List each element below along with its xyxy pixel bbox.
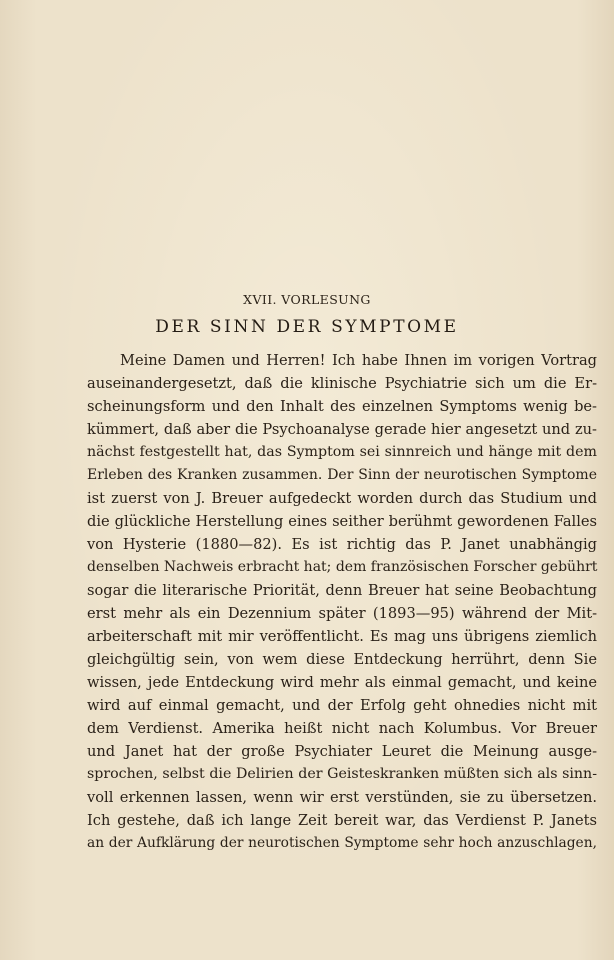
text-line: Erleben des Kranken zusammen. Der Sinn der neurotischen Symptome	[87, 467, 597, 483]
text-line: auseinandergesetzt, daß die klinische Psychiatrie sich um die Er-	[87, 375, 597, 392]
text-line: die glückliche Herstellung eines seither berühmt gewordenen Falles	[87, 513, 597, 530]
text-line: wissen, jede Entdeckung wird mehr als einmal gemacht, und keine	[87, 674, 597, 691]
chapter-number: XVII. VORLESUNG	[243, 292, 371, 307]
text-line: dem Verdienst. Amerika heißt nicht nach Kolumbus. Vor Breuer	[87, 720, 597, 737]
text-line: und Janet hat der große Psychiater Leuret die Meinung ausge-	[87, 743, 597, 760]
text-line: Meine Damen und Herren! Ich habe Ihnen im vorigen Vortrag	[120, 352, 597, 369]
text-line: scheinungsform und den Inhalt des einzelnen Symptoms wenig be-	[87, 398, 597, 415]
text-line: voll erkennen lassen, wenn wir erst verstünden, sie zu übersetzen.	[87, 789, 597, 806]
text-line: ist zuerst von J. Breuer aufgedeckt worden durch das Studium und	[87, 490, 597, 507]
body-text	[87, 349, 597, 855]
text-line: sprochen, selbst die Delirien der Geisteskranken müßten sich als sinn-	[87, 766, 597, 782]
text-line: sogar die literarische Priorität, denn Breuer hat seine Beobachtung	[87, 582, 597, 599]
text-line: erst mehr als ein Dezennium später (1893—95) während der Mit-	[87, 605, 597, 622]
chapter-title: DER SINN DER SYMPTOME	[155, 317, 459, 337]
text-line: wird auf einmal gemacht, und der Erfolg geht ohnedies nicht mit	[87, 697, 597, 714]
text-line: denselben Nachweis erbracht hat; dem französischen Forscher gebührt	[87, 559, 598, 575]
text-line: von Hysterie (1880—82). Es ist richtig das P. Janet unabhängig	[87, 536, 597, 553]
text-line: arbeiterschaft mit mir veröffentlicht. Es mag uns übrigens ziemlich	[87, 628, 597, 645]
text-line: kümmert, daß aber die Psychoanalyse gerade hier angesetzt und zu-	[87, 421, 597, 438]
text-line: nächst festgestellt hat, das Symptom sei sinnreich und hänge mit dem	[87, 444, 597, 460]
text-line: an der Aufklärung der neurotischen Symptome sehr hoch anzuschlagen,	[87, 835, 597, 851]
text-line: gleichgültig sein, von wem diese Entdeckung herrührt, denn Sie	[87, 651, 597, 668]
text-line: Ich gestehe, daß ich lange Zeit bereit war, das Verdienst P. Janets	[87, 812, 597, 829]
